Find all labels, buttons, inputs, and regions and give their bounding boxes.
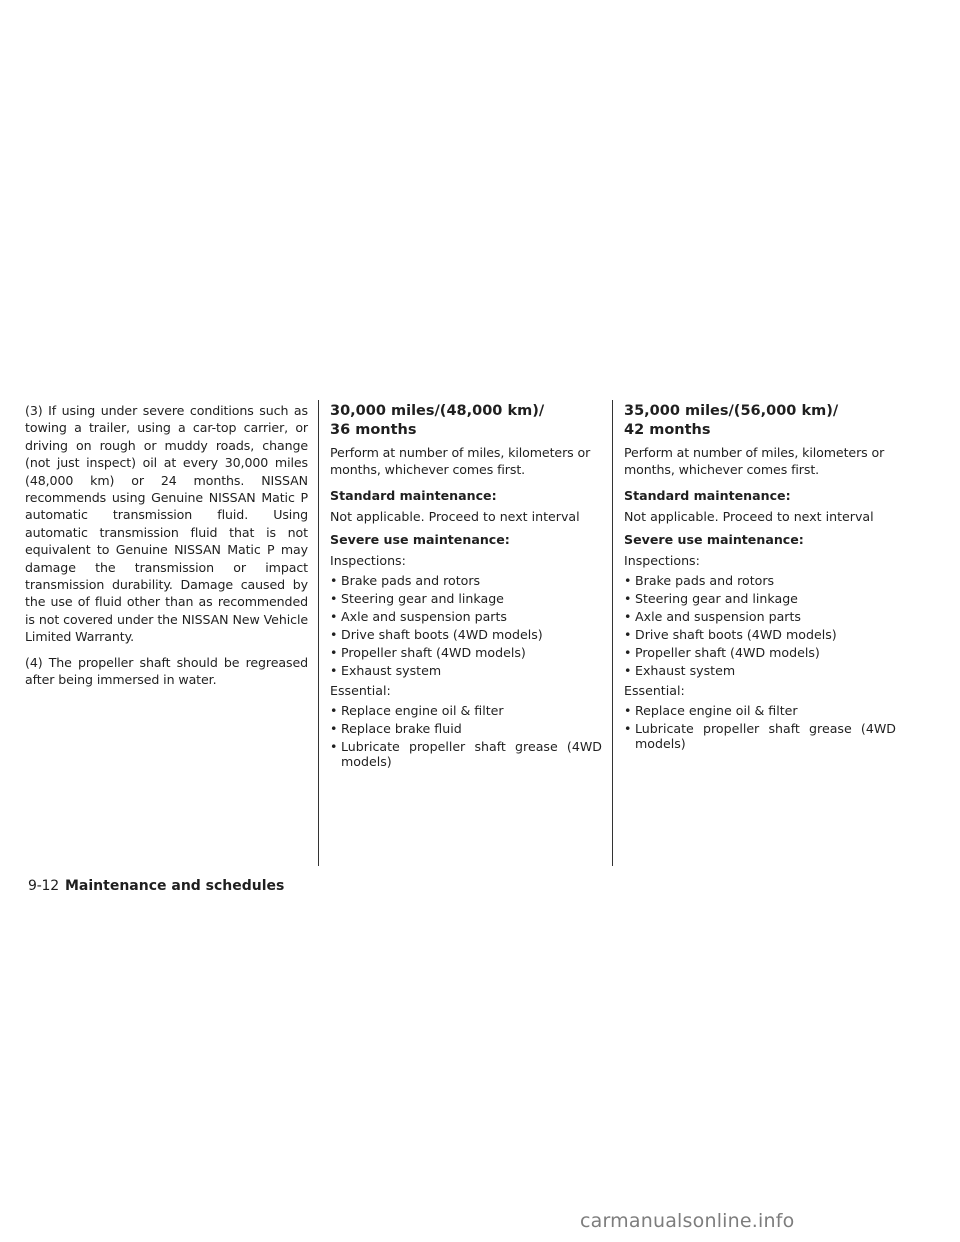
- list-item: • Brake pads and rotors: [624, 573, 896, 588]
- list-item: • Propeller shaft (4WD models): [330, 645, 602, 660]
- list-item: • Replace engine oil & filter: [624, 703, 896, 718]
- note-3: (3) If using under severe conditions such as towing a trailer, using a car-top carrier, or driving on rough or muddy roads, change (not just inspect) oil at every 30,000 miles (48,000 km) or 24 months. NISSAN recommends using Genuine NISSAN Matic P automatic transmission fluid. Using automatic transmission fluid that is not equivalent to Genuine NISSAN Matic P may damage the transmission or impact transmission durability. Damage caused by the use of fluid other than as recommended is not covered under the NISSAN New Vehicle Limited Warranty.: [25, 403, 308, 645]
- essential-label: Essential:: [330, 682, 391, 698]
- list-item: • Exhaust system: [624, 663, 896, 678]
- list-item: • Replace engine oil & filter: [330, 703, 602, 718]
- list-item: • Lubricate propeller shaft grease (4WD models): [624, 721, 896, 751]
- list-item: • Propeller shaft (4WD models): [624, 645, 896, 660]
- essential-label: Essential:: [624, 682, 685, 698]
- inspections-label: Inspections:: [624, 552, 700, 568]
- inspections-list: [330, 573, 602, 678]
- standard-maintenance-label: Standard maintenance:: [330, 487, 497, 503]
- note-4: (4) The propeller shaft should be regreased after being immersed in water.: [25, 654, 308, 688]
- interval-heading: [624, 402, 896, 440]
- interval-heading: [330, 402, 602, 440]
- inspections-list: [624, 573, 896, 678]
- notes-column: [25, 402, 308, 697]
- list-item: • Axle and suspension parts: [624, 609, 896, 624]
- interval-intro: Perform at number of miles, kilometers or months, whichever comes first.: [330, 445, 591, 478]
- standard-maintenance-text: Not applicable. Proceed to next interval: [624, 508, 874, 524]
- list-item: • Exhaust system: [330, 663, 602, 678]
- interval-heading-line1: 30,000 miles/(48,000 km)/: [330, 403, 545, 419]
- list-item: • Brake pads and rotors: [330, 573, 602, 588]
- standard-maintenance-label: Standard maintenance:: [624, 487, 791, 503]
- interval-heading-line2: 42 months: [624, 422, 711, 438]
- watermark-text: carmanualsonline.info: [580, 1210, 795, 1232]
- list-item: • Axle and suspension parts: [330, 609, 602, 624]
- interval-heading-line1: 35,000 miles/(56,000 km)/: [624, 403, 839, 419]
- essential-list: [624, 703, 896, 751]
- list-item: • Lubricate propeller shaft grease (4WD models): [330, 739, 602, 769]
- column-divider: [612, 400, 613, 866]
- column-divider: [318, 400, 319, 866]
- list-item: • Drive shaft boots (4WD models): [624, 627, 896, 642]
- list-item: • Steering gear and linkage: [330, 591, 602, 606]
- standard-maintenance-text: Not applicable. Proceed to next interval: [330, 508, 580, 524]
- interval-30000-section: [330, 402, 602, 773]
- interval-35000-section: [624, 402, 896, 755]
- severe-maintenance-label: Severe use maintenance:: [624, 531, 804, 547]
- severe-maintenance-label: Severe use maintenance:: [330, 531, 510, 547]
- section-title: Maintenance and schedules: [64, 878, 285, 894]
- interval-intro: Perform at number of miles, kilometers or months, whichever comes first.: [624, 445, 885, 478]
- list-item: • Replace brake fluid: [330, 721, 602, 736]
- list-item: • Drive shaft boots (4WD models): [330, 627, 602, 642]
- inspections-label: Inspections:: [330, 552, 406, 568]
- page-footer: [28, 877, 284, 895]
- list-item: • Steering gear and linkage: [624, 591, 896, 606]
- essential-list: [330, 703, 602, 769]
- page-number: 9-12: [28, 878, 59, 894]
- interval-heading-line2: 36 months: [330, 422, 417, 438]
